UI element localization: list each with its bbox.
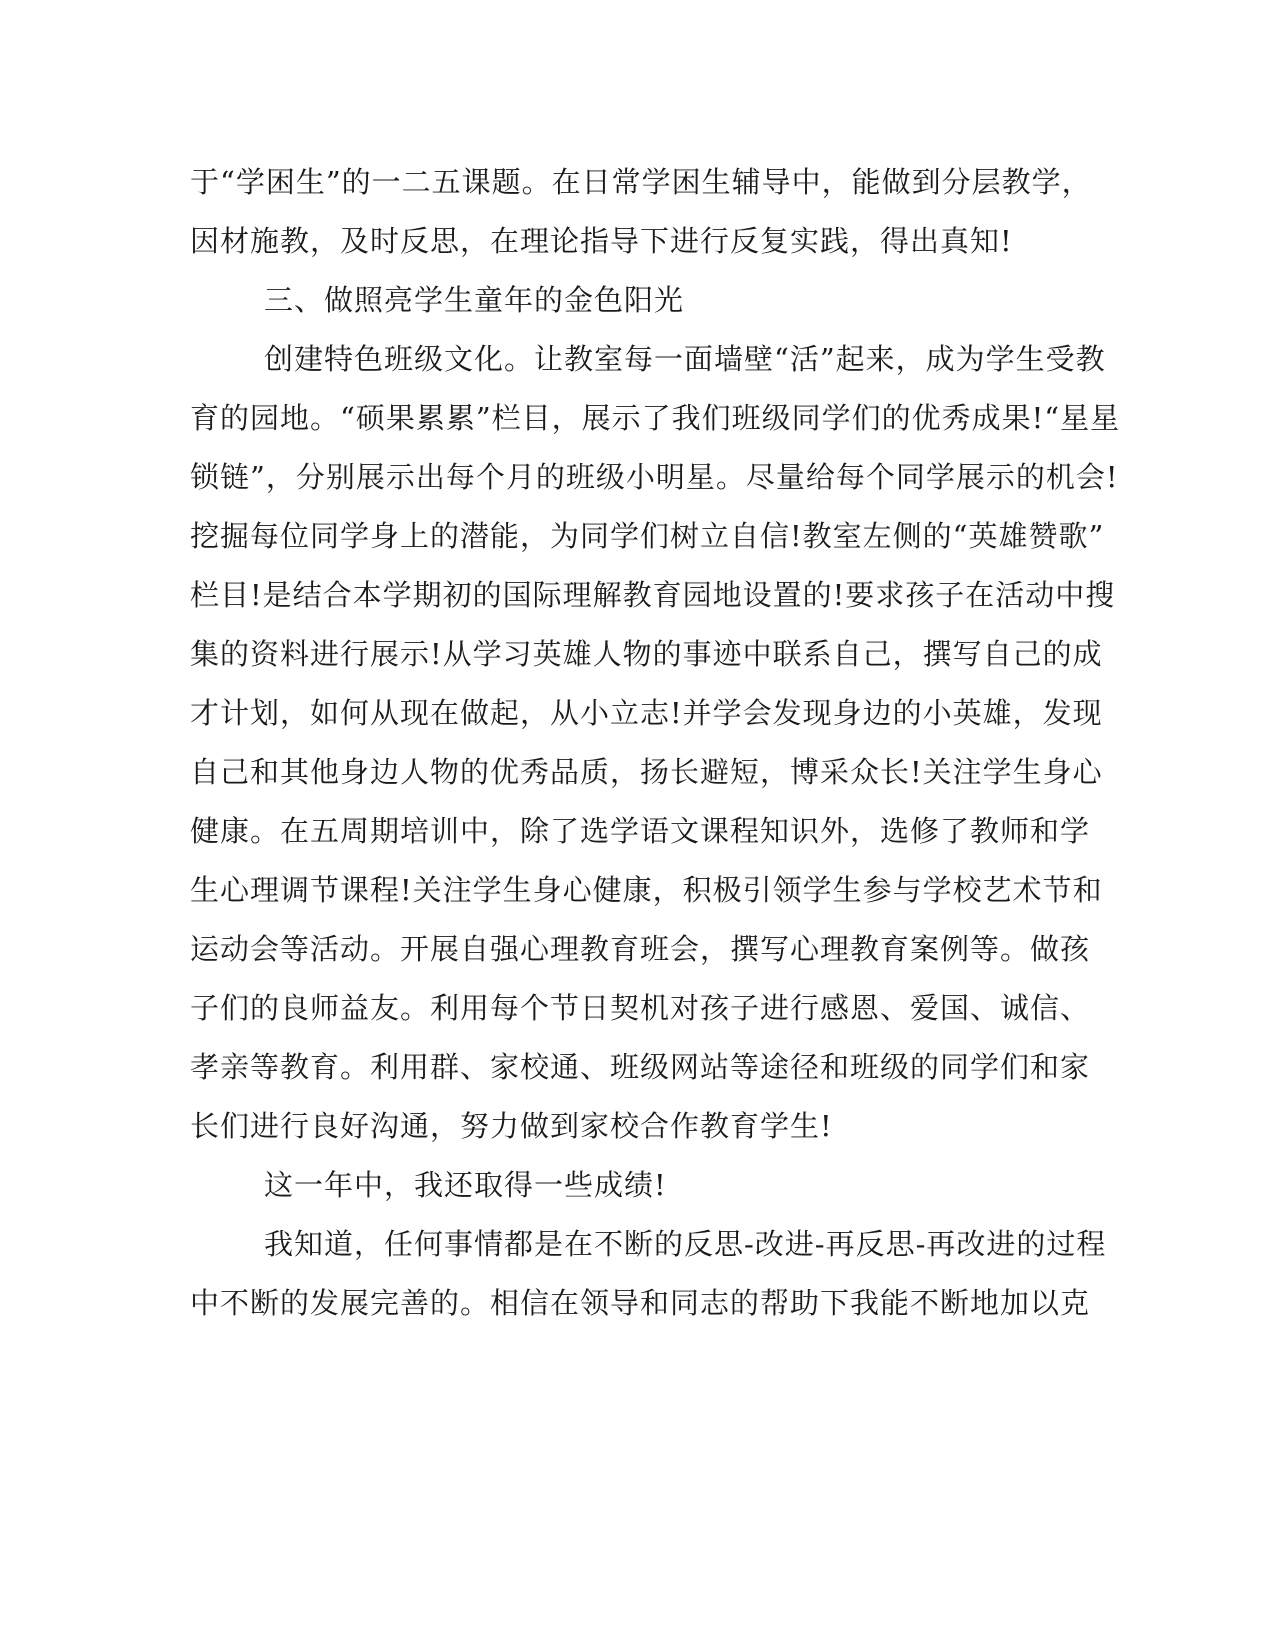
text-line: 因材施教，及时反思，在理论指导下进行反复实践，得出真知!	[190, 224, 1013, 258]
text-line: 育的园地。“硕果累累”栏目，展示了我们班级同学们的优秀成果!“星星	[190, 401, 1121, 435]
text-line: 栏目!是结合本学期初的国际理解教育园地设置的!要求孩子在活动中搜	[190, 578, 1116, 612]
text-line: 才计划，如何从现在做起，从小立志!并学会发现身边的小英雄，发现	[190, 696, 1103, 730]
text-line: 锁链”，分别展示出每个月的班级小明星。尽量给每个同学展示的机会!	[190, 460, 1119, 494]
paragraph-start-line: 我知道，任何事情都是在不断的反思-改进-再反思-再改进的过程	[264, 1227, 1107, 1261]
text-line: 中不断的发展完善的。相信在领导和同志的帮助下我能不断地加以克	[190, 1286, 1091, 1320]
text-line: 生心理调节课程!关注学生身心健康，积极引领学生参与学校艺术节和	[190, 873, 1103, 907]
section-heading: 三、做照亮学生童年的金色阳光	[264, 283, 685, 317]
text-line: 长们进行良好沟通，努力做到家校合作教育学生!	[190, 1109, 833, 1143]
paragraph-start-line: 创建特色班级文化。让教室每一面墙壁“活”起来，成为学生受教	[264, 342, 1106, 376]
text-line: 子们的良师益友。利用每个节日契机对孩子进行感恩、爱国、诚信、	[190, 991, 1091, 1025]
text-line: 孝亲等教育。利用群、家校通、班级网站等途径和班级的同学们和家	[190, 1050, 1091, 1084]
text-line: 健康。在五周期培训中，除了选学语文课程知识外，选修了教师和学	[190, 814, 1091, 848]
text-line: 挖掘每位同学身上的潜能，为同学们树立自信!教室左侧的“英雄赞歌”	[190, 519, 1105, 553]
text-line: 运动会等活动。开展自强心理教育班会，撰写心理教育案例等。做孩	[190, 932, 1091, 966]
text-line: 自己和其他身边人物的优秀品质，扬长避短，博采众长!关注学生身心	[190, 755, 1103, 789]
text-line: 于“学困生”的一二五课题。在日常学困生辅导中，能做到分层教学，	[190, 165, 1092, 199]
text-line: 集的资料进行展示!从学习英雄人物的事迹中联系自己，撰写自己的成	[190, 637, 1103, 671]
paragraph-start-line: 这一年中，我还取得一些成绩!	[264, 1168, 667, 1202]
